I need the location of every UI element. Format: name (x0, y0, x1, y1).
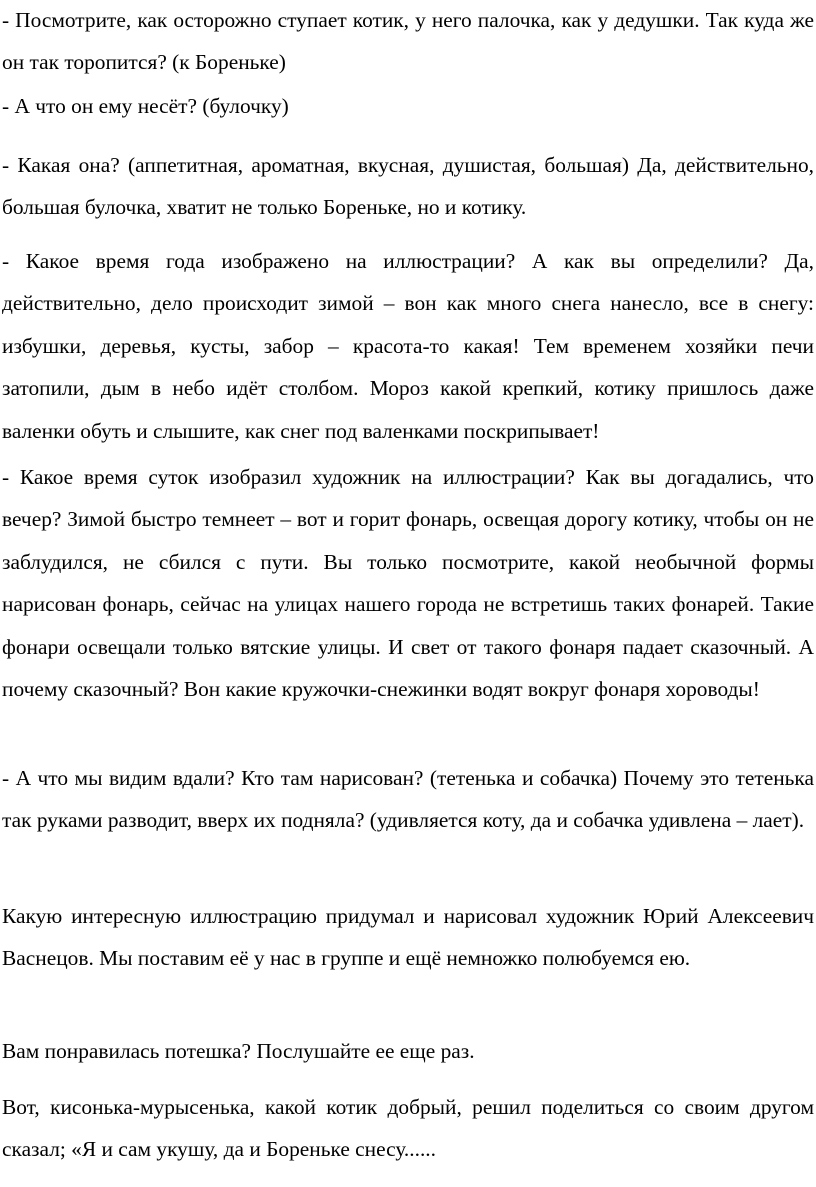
paragraph-listen-again: Вам понравилась потешка? Послушайте ее еще раз. (2, 1039, 475, 1063)
paragraph-season: - Какое время года изображено на иллюстрации? А как вы определили? Да, действительно, дело происходит зимой – вон как много снега нанесло, все в снегу: избушки, деревья, кусты, забор – красота-то какая! Тем временем хозяйки печи затопили, дым в небо идёт столбом. Мороз какой крепкий, котику пришлось даже валенки обуть и слышите, как снег под валенками поскрипывает! (2, 249, 814, 443)
paragraph-time-of-day: - Какое время суток изобразил художник на иллюстрации? Как вы догадались, что вечер? Зимой быстро темнеет – вот и горит фонарь, освещая дорогу котику, чтобы он не заблудился, не сбился с пути. Вы только посмотрите, какой необычной формы нарисован фонарь, сейчас на улицах нашего города не встретишь таких фонарей. Такие фонари освещали только вятские улицы. И свет от такого фонаря падает сказочный. А почему сказочный? Вон какие кружочки-снежинки водят вокруг фонаря хороводы! (2, 465, 814, 702)
paragraph-bun-description: - Какая она? (аппетитная, ароматная, вкусная, душистая, большая) Да, действительно, большая булочка, хватит не только Бореньке, но и котику. (2, 153, 814, 220)
paragraph-cat-walking: - Посмотрите, как осторожно ступает котик, у него палочка, как у дедушки. Так куда же он так торопится? (к Бореньке) (2, 8, 814, 75)
paragraph-distance: - А что мы видим вдали? Кто там нарисован? (тетенька и собачка) Почему это тетенька так руками разводит, вверх их подняла? (удивляется коту, да и собачка удивлена – лает). (2, 766, 814, 833)
paragraph-artist: Какую интересную иллюстрацию придумал и нарисовал художник Юрий Алексеевич Васнецов. Мы поставим её у нас в группе и ещё немножко полюбуемся ею. (2, 904, 814, 971)
paragraph-kitten-share: Вот, кисонька-мурысенька, какой котик добрый, решил поделиться со своим другом сказал; «Я и сам укушу, да и Бореньке снесу...... (2, 1095, 814, 1162)
paragraph-what-carries: - А что он ему несёт? (булочку) (2, 94, 289, 118)
